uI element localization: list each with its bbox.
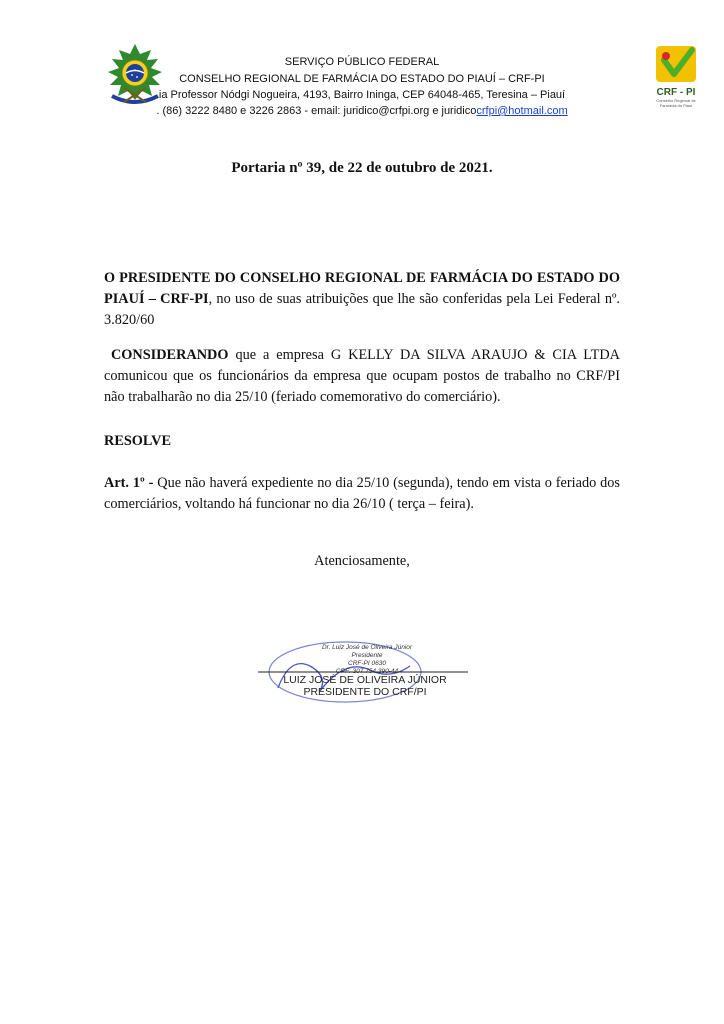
considering-bold: CONSIDERANDO (110, 347, 229, 363)
logo-text: CRF - PI (656, 87, 696, 98)
signer-name: LUIZ JOSÉ DE OLIVEIRA JÚNIOR (283, 674, 447, 686)
resolve-label: RESOLVE (104, 433, 172, 449)
stamp-registration: CRF-PI 0630 (348, 660, 386, 667)
preamble-bold: O PRESIDENTE DO CONSELHO REGIONAL DE FARMÁCIA DO ESTADO DO PIAUÍ – CRF-PI (104, 270, 620, 307)
email-link[interactable]: crfpi@hotmail.com (476, 105, 568, 117)
considering-text: que a empresa G KELLY DA SILVA ARAUJO & CIA LTDA comunicou que os funcionários da empresa que ocupam postos de trabalho no CRF/PI não trabalharão no dia 25/10 (feriado comemorativo do comerciário). (104, 347, 620, 405)
stamp-role: Presidente (351, 652, 383, 659)
header-service: SERVIÇO PÚBLICO FEDERAL (284, 56, 440, 68)
closing: Atenciosamente, (314, 553, 410, 569)
header-contact (0, 105, 724, 117)
article-paragraph (104, 473, 620, 515)
preamble-text: , no uso de suas atribuições que lhe são conferidas pela Lei Federal nº. 3.820/60 (104, 291, 621, 328)
preamble-paragraph (104, 268, 620, 331)
signer-role: PRESIDENTE DO CRF/PI (303, 686, 427, 698)
header-council: CONSELHO REGIONAL DE FARMÁCIA DO ESTADO DO PIAUÍ – CRF-PI (179, 73, 545, 85)
crf-logo-icon (646, 44, 706, 84)
signature-block (250, 636, 480, 706)
header-address: ia Professor Nódgi Nogueira, 4193, Bairro Ininga, CEP 64048-465, Teresina – Piauí (158, 89, 566, 101)
stamp-cpf: CPF: 307.754.390-44 (335, 668, 399, 675)
considering-paragraph (104, 345, 620, 408)
page-title: Portaria nº 39, de 22 de outubro de 2021. (231, 160, 493, 176)
crf-pi-logo (646, 44, 706, 108)
article-bold: Art. 1º - (104, 475, 154, 491)
stamp-name: Dr. Luiz José de Oliveira Júnior (321, 644, 413, 651)
resolve-heading (104, 431, 620, 452)
header-contact-text: . (86) 3222 8480 e 3226 2863 - email: juridico@crfpi.org e juridico (156, 105, 477, 117)
article-text: Que não haverá expediente no dia 25/10 (segunda), tendo em vista o feriado dos comerciários, voltando há funcionar no dia 26/10 ( terça – feira). (104, 475, 620, 512)
logo-subtext: Conselho Regional de Farmácia do Piauí (656, 98, 696, 108)
